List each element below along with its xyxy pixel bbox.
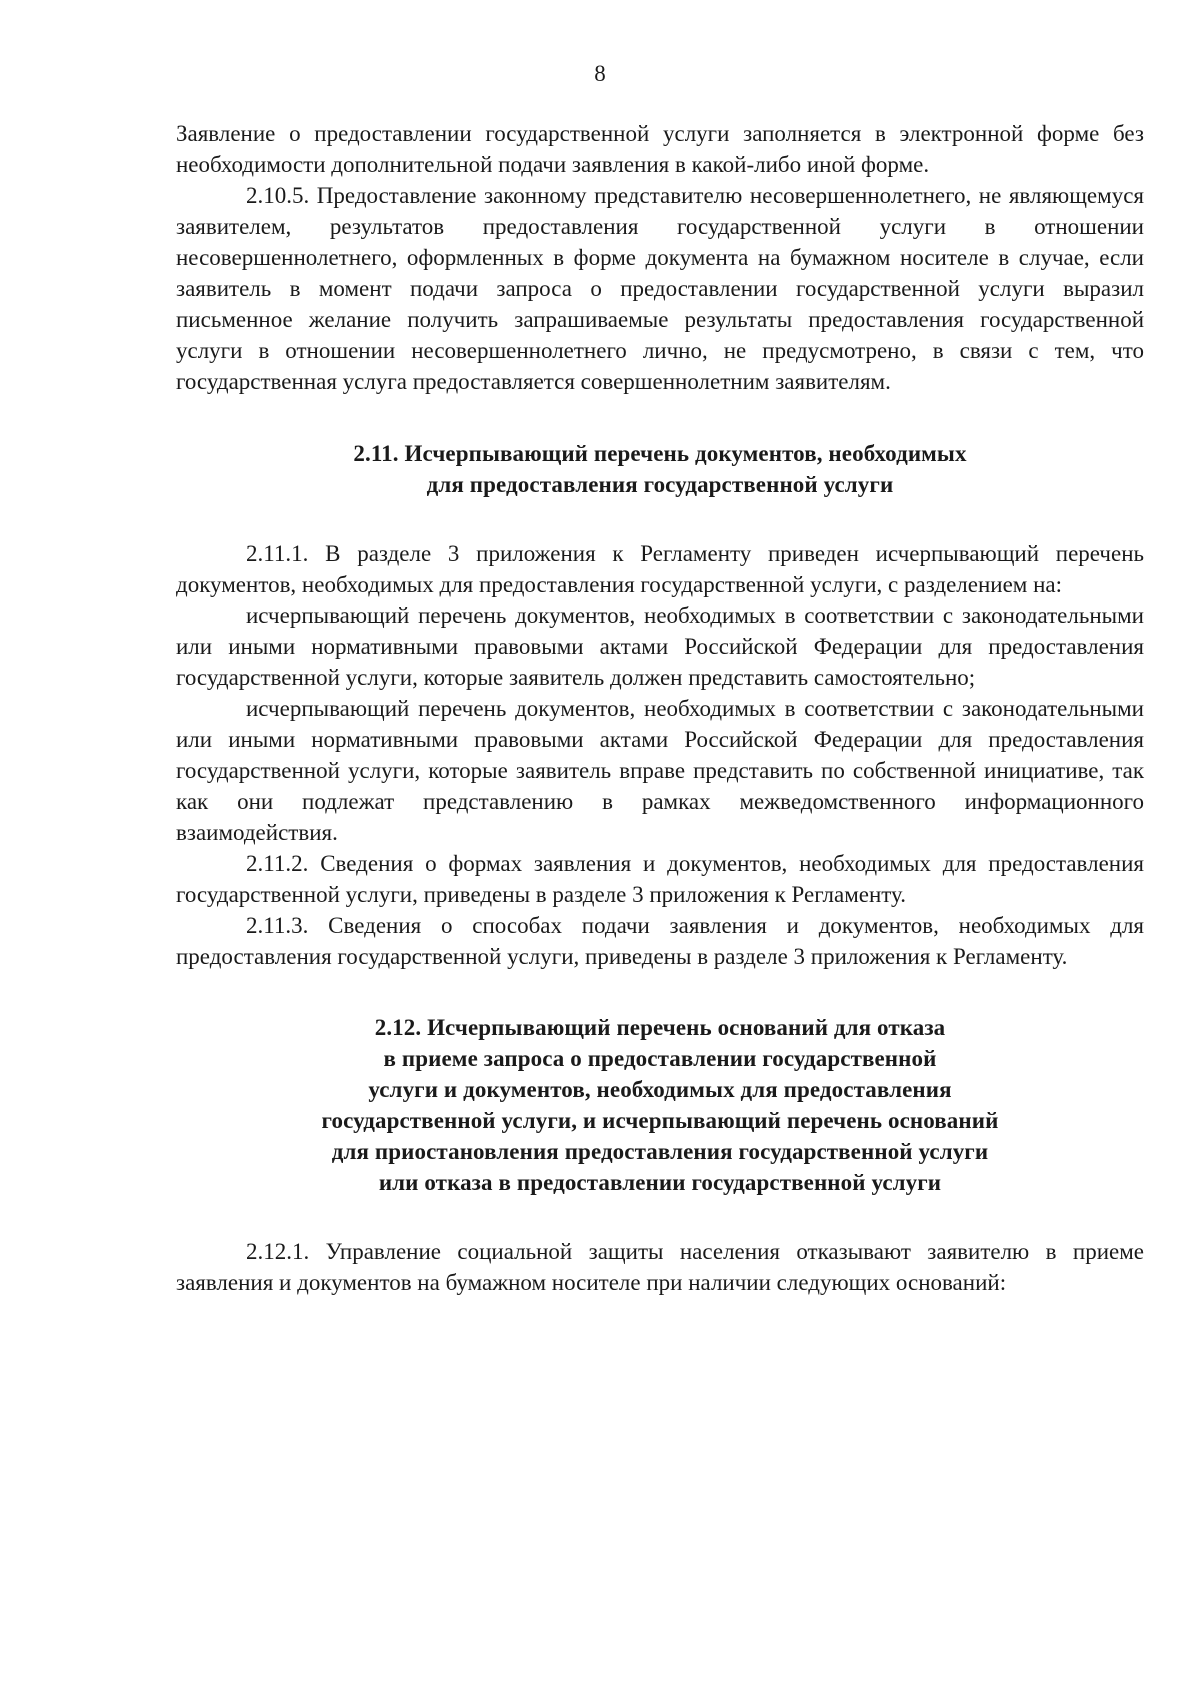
- section-heading-2-12: [176, 1012, 1144, 1198]
- document-body: [176, 118, 1144, 1298]
- section-heading-line: государственной услуги, и исчерпывающий перечень оснований: [321, 1108, 999, 1133]
- paragraph-2-12-1: 2.12.1. Управление социальной защиты населения отказывают заявителю в приеме заявления и документов на бумажном носителе при наличии следующих оснований:: [176, 1239, 1144, 1295]
- section-heading-line: для предоставления государственной услуги: [426, 472, 894, 497]
- paragraph-2-11-1: 2.11.1. В разделе 3 приложения к Регламенту приведен исчерпывающий перечень документов, необходимых для предоставления государственной услуги, с разделением на:: [176, 541, 1144, 597]
- paragraph-2-11-2: 2.11.2. Сведения о формах заявления и документов, необходимых для предоставления государственной услуги, приведены в разделе 3 приложения к Регламенту.: [176, 851, 1144, 907]
- page-number: 8: [594, 61, 606, 86]
- section-heading-line: или отказа в предоставлении государственной услуги: [378, 1170, 942, 1195]
- section-heading-line: услуги и документов, необходимых для предоставления: [368, 1077, 952, 1102]
- paragraph-list-item: исчерпывающий перечень документов, необходимых в соответствии с законодательными или иными нормативными правовыми актами Российской Федерации для предоставления государственной услуги, которые заявитель должен представить самостоятельно;: [176, 603, 1144, 690]
- paragraph-intro-continuation: Заявление о предоставлении государственной услуги заполняется в электронной форме без необходимости дополнительной подачи заявления в какой-либо иной форме.: [176, 121, 1144, 177]
- paragraph-2-10-5: 2.10.5. Предоставление законному представителю несовершеннолетнего, не являющемуся заявителем, результатов предоставления государственной услуги в отношении несовершеннолетнего, оформленных в форме документа на бумажном носителе в случае, если заявитель в момент подачи запроса о предоставлении государственной услуги выразил письменное желание получить запрашиваемые результаты предоставления государственной услуги в отношении несовершеннолетнего лично, не предусмотрено, в связи с тем, что государственная услуга предоставляется совершеннолетним заявителям.: [176, 183, 1144, 394]
- paragraph-2-11-3: 2.11.3. Сведения о способах подачи заявления и документов, необходимых для предоставления государственной услуги, приведены в разделе 3 приложения к Регламенту.: [176, 913, 1144, 969]
- section-heading-line: 2.11. Исчерпывающий перечень документов, необходимых: [353, 441, 967, 466]
- section-heading-line: 2.12. Исчерпывающий перечень оснований для отказа: [374, 1015, 946, 1040]
- paragraph-list-item: исчерпывающий перечень документов, необходимых в соответствии с законодательными или иными нормативными правовыми актами Российской Федерации для предоставления государственной услуги, которые заявитель вправе представить по собственной инициативе, так как они подлежат представлению в рамках межведомственного информационного взаимодействия.: [176, 696, 1144, 845]
- section-heading-line: в приеме запроса о предоставлении государственной: [383, 1046, 937, 1071]
- section-heading-line: для приостановления предоставления государственной услуги: [331, 1139, 989, 1164]
- section-heading-2-11: [176, 438, 1144, 500]
